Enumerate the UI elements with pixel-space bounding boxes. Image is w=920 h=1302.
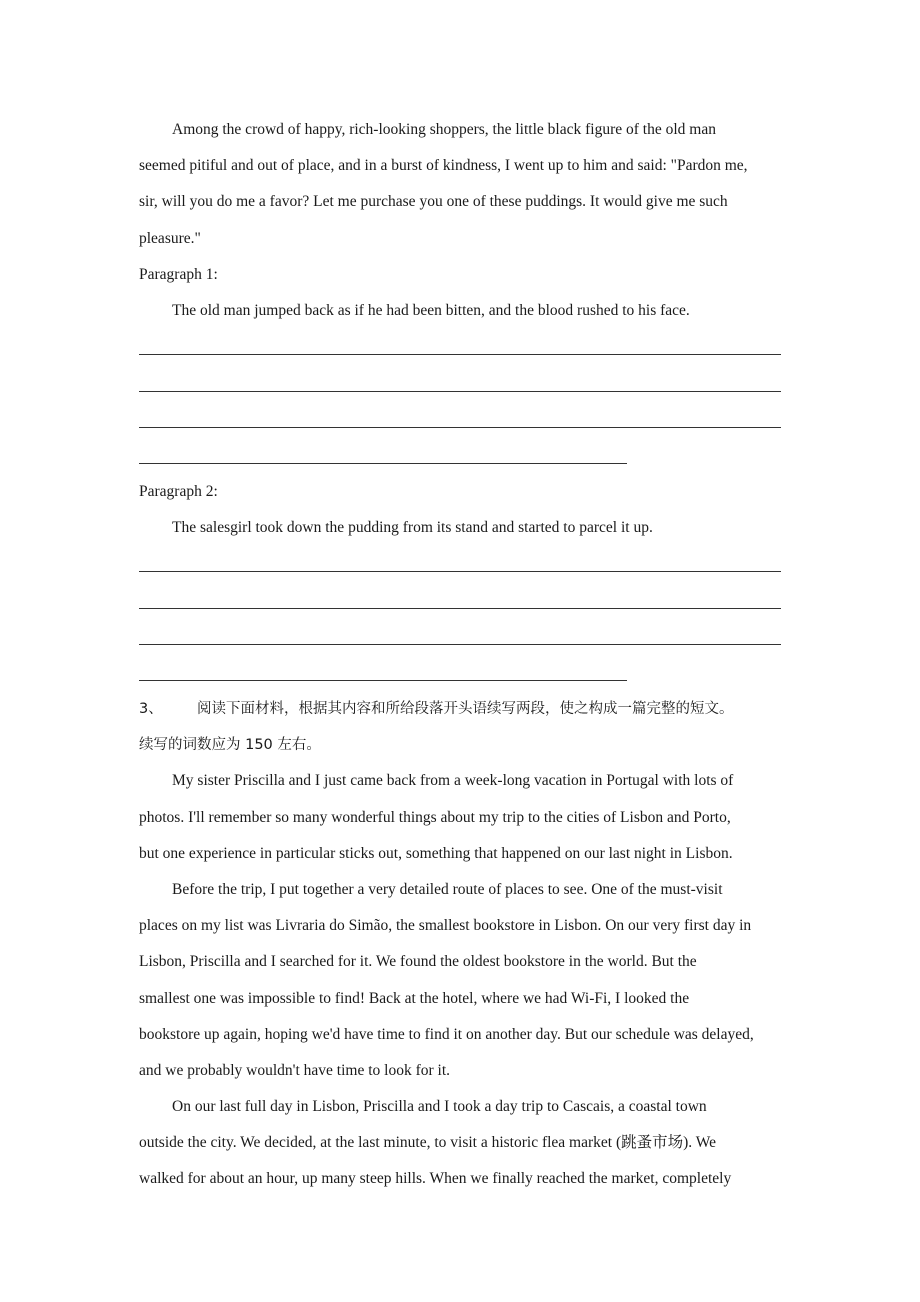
instruction-text: 阅读下面材料，根据其内容和所给段落开头语续写两段，使之构成一篇完整的短文。 (197, 701, 734, 717)
passage-line: walked for about an hour, up many steep hills. When we finally reached the market, completely (139, 1170, 732, 1188)
passage-line: pleasure." (139, 229, 201, 247)
writing-line (139, 329, 799, 365)
paragraph-1-label: Paragraph 1: (139, 265, 218, 283)
passage-line: sir, will you do me a favor? Let me purchase you one of these puddings. It would give me such (139, 193, 728, 211)
passage-line: Among the crowd of happy, rich-looking shoppers, the little black figure of the old man (172, 121, 716, 138)
document-page (139, 112, 799, 1198)
passage-line: but one experience in particular sticks out, something that happened on our last night in Lisbon. (139, 844, 733, 862)
passage-line: seemed pitiful and out of place, and in a burst of kindness, I went up to him and said: "Pardon me, (139, 157, 748, 175)
passage-line: smallest one was impossible to find! Back at the hotel, where we had Wi-Fi, I looked the (139, 989, 690, 1007)
writing-line (139, 402, 799, 438)
paragraph-2-opening: The salesgirl took down the pudding from its stand and started to parcel it up. (172, 519, 653, 537)
passage-line: Before the trip, I put together a very detailed route of places to see. One of the must-visit (172, 880, 723, 898)
passage-line: My sister Priscilla and I just came back from a week-long vacation in Portugal with lots of (172, 772, 734, 790)
writing-line (139, 582, 799, 618)
paragraph-2-label: Paragraph 2: (139, 482, 218, 500)
passage-line: outside the city. We decided, at the last minute, to visit a historic flea market (跳蚤市场). We (139, 1134, 717, 1152)
paragraph-1-opening: The old man jumped back as if he had been bitten, and the blood rushed to his face. (172, 301, 690, 319)
question-3-instruction (139, 691, 799, 727)
writing-line (139, 619, 799, 655)
passage-line: Lisbon, Priscilla and I searched for it. We found the oldest bookstore in the world. But the (139, 953, 697, 971)
passage-line: photos. I'll remember so many wonderful things about my trip to the cities of Lisbon and Porto, (139, 808, 731, 826)
passage-line: bookstore up again, hoping we'd have time to find it on another day. But our schedule was delayed, (139, 1025, 754, 1043)
writing-line (139, 365, 799, 401)
writing-line (139, 655, 799, 691)
passage-line: On our last full day in Lisbon, Priscilla and I took a day trip to Cascais, a coastal town (172, 1098, 707, 1116)
question-3-word-count: 续写的词数应为 150 左右。 (139, 737, 321, 754)
passage-line: and we probably wouldn't have time to look for it. (139, 1061, 451, 1079)
writing-line (139, 438, 799, 474)
question-number: 3、 (139, 701, 163, 717)
passage-line: places on my list was Livraria do Simão, the smallest bookstore in Lisbon. On our very first day in (139, 917, 752, 935)
writing-line (139, 546, 799, 582)
